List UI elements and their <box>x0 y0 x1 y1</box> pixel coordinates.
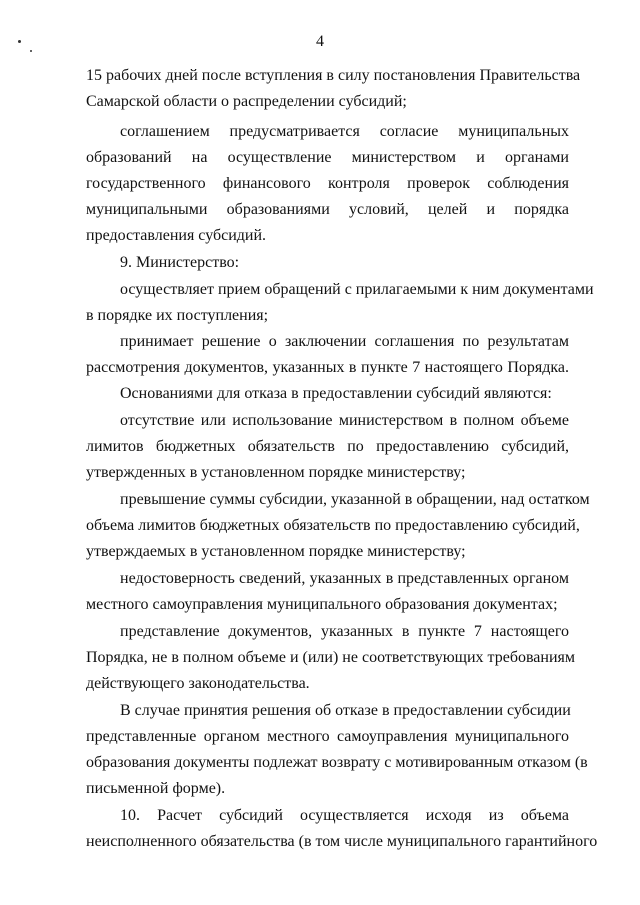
text-line: представление документов, указанных в пункте 7 настоящего <box>120 623 569 640</box>
text-line: письменной форме). <box>86 780 226 797</box>
text-line: лимитов бюджетных обязательств по предоставлению субсидий, <box>86 438 569 455</box>
text-line: действующего законодательства. <box>86 675 310 692</box>
text-line: образований на осуществление министерством и органами <box>86 149 569 166</box>
text-line: В случае принятия решения об отказе в предоставлении субсидии <box>120 702 571 719</box>
text-line: Самарской области о распределении субсидий; <box>86 93 407 110</box>
text-line: предоставления субсидий. <box>86 227 267 244</box>
section-heading: 10. Расчет субсидий осуществляется исходя из объема <box>120 807 569 824</box>
text-line: неисполненного обязательства (в том числе муниципального гарантийного <box>86 833 598 850</box>
text-line: недостоверность сведений, указанных в представленных органом <box>120 570 569 587</box>
text-line: утверждаемых в установленном порядке министерству; <box>86 543 466 560</box>
section-heading: 9. Министерство: <box>120 254 240 271</box>
text-line: государственного финансового контроля проверок соблюдения <box>86 175 569 192</box>
text-line: осуществляет прием обращений с прилагаемыми к ним документами <box>120 281 594 298</box>
text-line: отсутствие или использование министерством в полном объеме <box>120 412 569 429</box>
page-number: 4 <box>316 33 324 50</box>
text-line: в порядке их поступления; <box>86 307 269 324</box>
text-line: соглашением предусматривается согласие муниципальных <box>120 123 569 140</box>
text-line: утвержденных в установленном порядке министерству; <box>86 464 466 481</box>
text-line: Основаниями для отказа в предоставлении субсидий являются: <box>120 385 552 402</box>
text-line: представленные органом местного самоуправления муниципального <box>86 728 569 745</box>
text-line: принимает решение о заключении соглашения по результатам <box>120 333 569 350</box>
text-line: рассмотрения документов, указанных в пункте 7 настоящего Порядка. <box>86 359 569 376</box>
text-line: муниципальными образованиями условий, целей и порядка <box>86 201 569 218</box>
text-line: Порядка, не в полном объеме и (или) не соответствующих требованиям <box>86 649 576 666</box>
text-line: образования документы подлежат возврату с мотивированным отказом (в <box>86 754 588 771</box>
text-line: 15 рабочих дней после вступления в силу постановления Правительства <box>86 67 581 84</box>
text-line: объема лимитов бюджетных обязательств по предоставлению субсидий, <box>86 517 580 534</box>
text-line: превышение суммы субсидии, указанной в обращении, над остатком <box>120 491 590 508</box>
text-line: местного самоуправления муниципального образования документах; <box>86 596 558 613</box>
